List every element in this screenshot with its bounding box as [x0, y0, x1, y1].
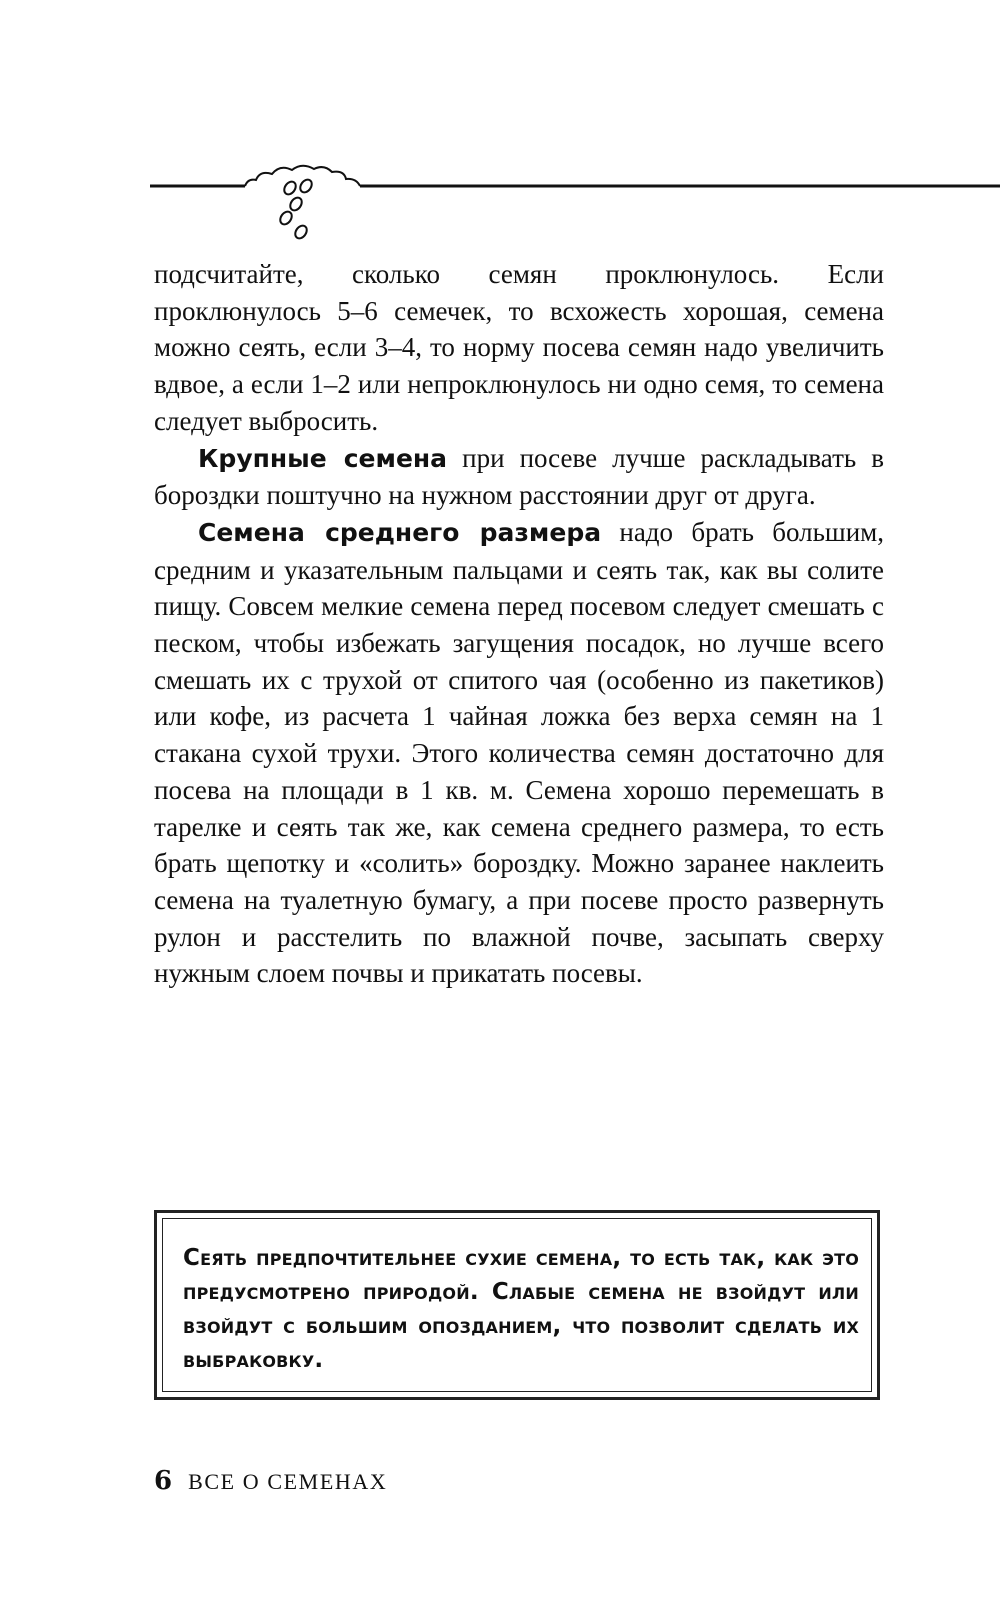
- seed-cloud-icon: [0, 160, 1000, 250]
- page-header-ornament: [0, 160, 1000, 250]
- page-number: 6: [154, 1466, 173, 1496]
- term-medium-seeds: Семена среднего размера: [198, 517, 602, 547]
- paragraph-medium-seeds: Семена среднего размера надо брать большим, средним и указательным пальцами и сеять так, как вы солите пищу. Совсем мелкие семена перед посевом следует смешать с песком, чтобы избежать загущения посадок, но лучше всего смешать их с трухой от спитого чая (особенно из пакетиков) или кофе, из расчета 1 чайная ложка без верха семян на 1 стакана сухой трухи. Этого количества семян достаточно для посева на площади в 1 кв. м. Семена хорошо перемешать в тарелке и сеять так же, как семена среднего размера, то есть брать щепотку и «солить» бороздку. Можно заранее наклеить семена на туалетную бумагу, а при посеве просто развернуть рулон и расстелить по влажной почве, засыпать сверху нужным слоем почвы и прикатать посевы.: [154, 516, 884, 989]
- page-footer: [154, 1466, 387, 1496]
- tip-text: Сеять предпочтительнее сухие семена, то есть так, как это предусмотрено природой. Слабые семена не взойдут или взойдут с большим опозданием, что позволит сделать их выбраковку.: [183, 1245, 859, 1373]
- term-large-seeds: Крупные семена: [198, 443, 448, 473]
- tip-box: [154, 1210, 880, 1400]
- paragraph-large-seeds: Крупные семена при посеве лучше раскладывать в бороздки поштучно на нужном расстоянии друг от друга.: [154, 442, 885, 511]
- body-text: [154, 256, 884, 992]
- running-title: ВСЕ О СЕМЕНАХ: [188, 1469, 388, 1494]
- paragraph-intro: подсчитайте, сколько семян проклюнулось. Если проклюнулось 5–6 семечек, то всхожесть хорошая, семена можно сеять, если 3–4, то норму посева семян надо увеличить вдвое, а если 1–2 или непроклюнулось ни одно семя, то семена следует выбросить.: [154, 259, 884, 436]
